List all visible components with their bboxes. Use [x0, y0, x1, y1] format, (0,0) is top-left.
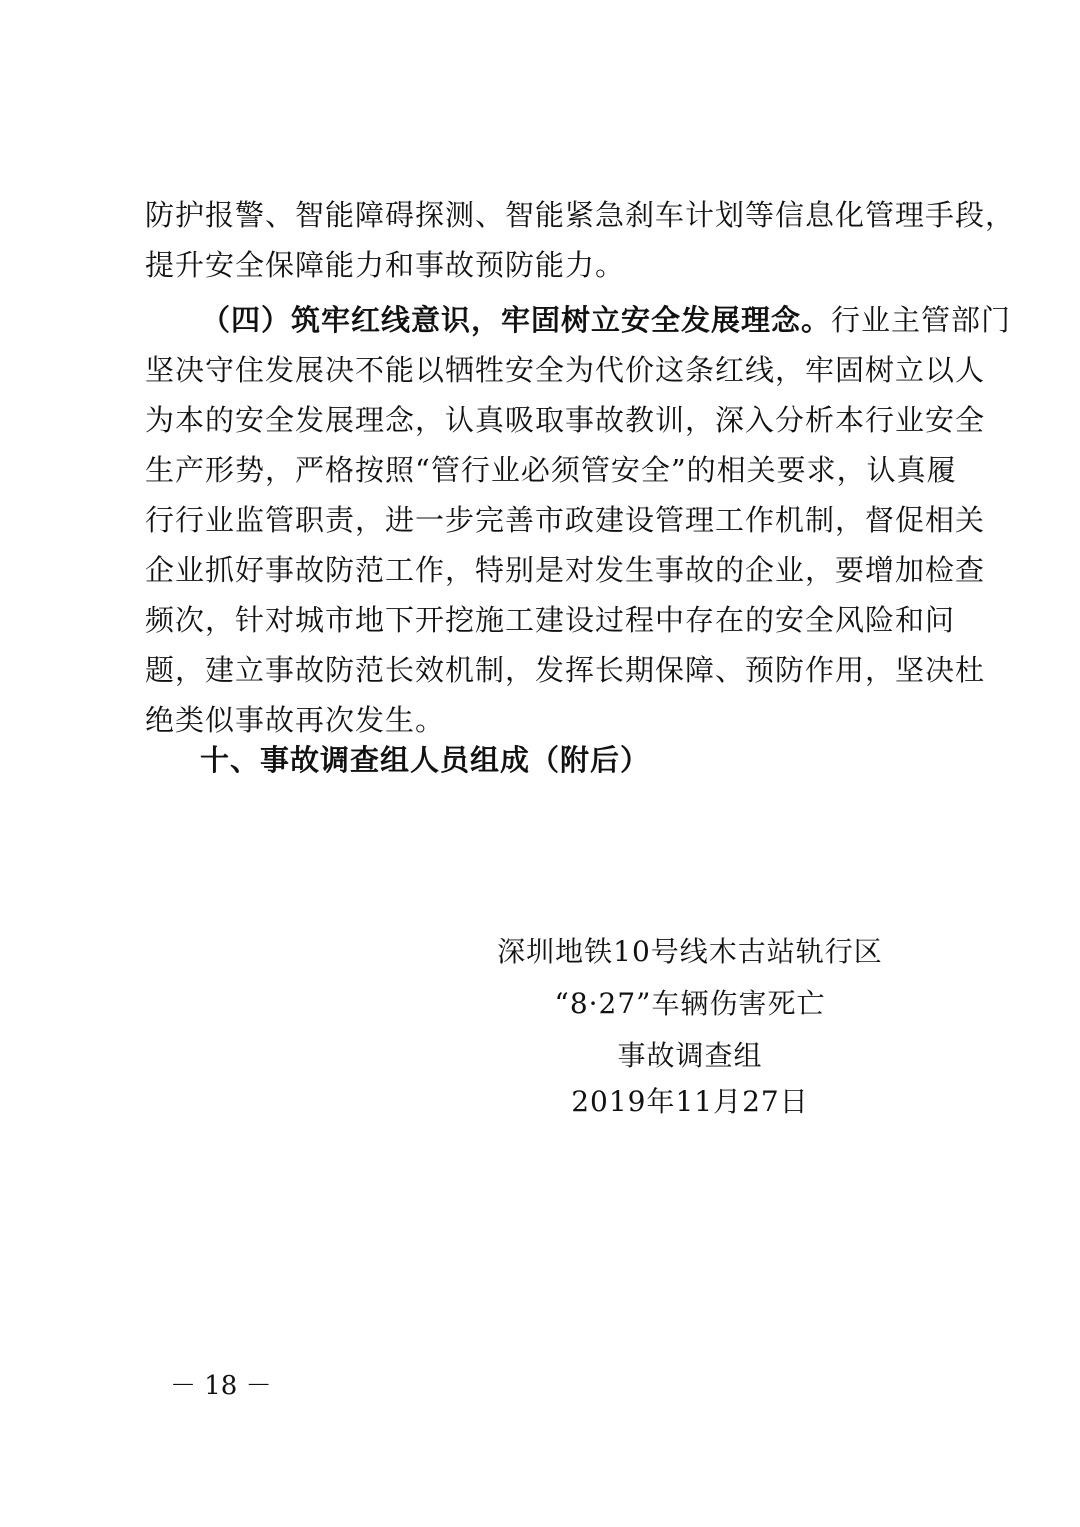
paragraph-line: 坚决守住发展决不能以牺牲安全为代价这条红线，牢固树立以人 — [145, 353, 986, 387]
paragraph-line: 绝类似事故再次发生。 — [145, 703, 446, 737]
paragraph-line: 行行业监管职责，进一步完善市政建设管理工作机制，督促相关 — [145, 503, 986, 537]
paragraph-line: 生产形势，严格按照“管行业必须管安全”的相关要求，认真履 — [145, 453, 957, 487]
section-four-first-line — [201, 300, 1012, 340]
paragraph-line: 题，建立事故防范长效机制，发挥长期保障、预防作用，坚决杜 — [145, 653, 986, 687]
page-number: － 18 － — [170, 1371, 272, 1401]
section-four-first-line-rest: 行业主管部门 — [831, 303, 1012, 337]
signature-line-group: 事故调查组 — [617, 1039, 763, 1072]
section-ten-heading: 十、事故调查组人员组成（附后） — [200, 743, 651, 777]
section-four-heading: （四）筑牢红线意识，牢固树立安全发展理念。 — [201, 303, 832, 337]
signature-date: 2019年11月27日 — [571, 1085, 809, 1118]
signature-line-incident: “8·27”车辆伤害死亡 — [554, 987, 826, 1020]
paragraph-line: 提升安全保障能力和事故预防能力。 — [145, 248, 626, 282]
paragraph-line: 为本的安全发展理念，认真吸取事故教训，深入分析本行业安全 — [145, 403, 986, 437]
signature-line-org: 深圳地铁10号线木古站轨行区 — [497, 935, 883, 968]
paragraph-line: 防护报警、智能障碍探测、智能紧急刹车计划等信息化管理手段， — [145, 198, 1016, 232]
paragraph-line: 频次，针对城市地下开挖施工建设过程中存在的安全风险和问 — [145, 603, 956, 637]
paragraph-line: 企业抓好事故防范工作，特别是对发生事故的企业，要增加检查 — [145, 553, 986, 587]
